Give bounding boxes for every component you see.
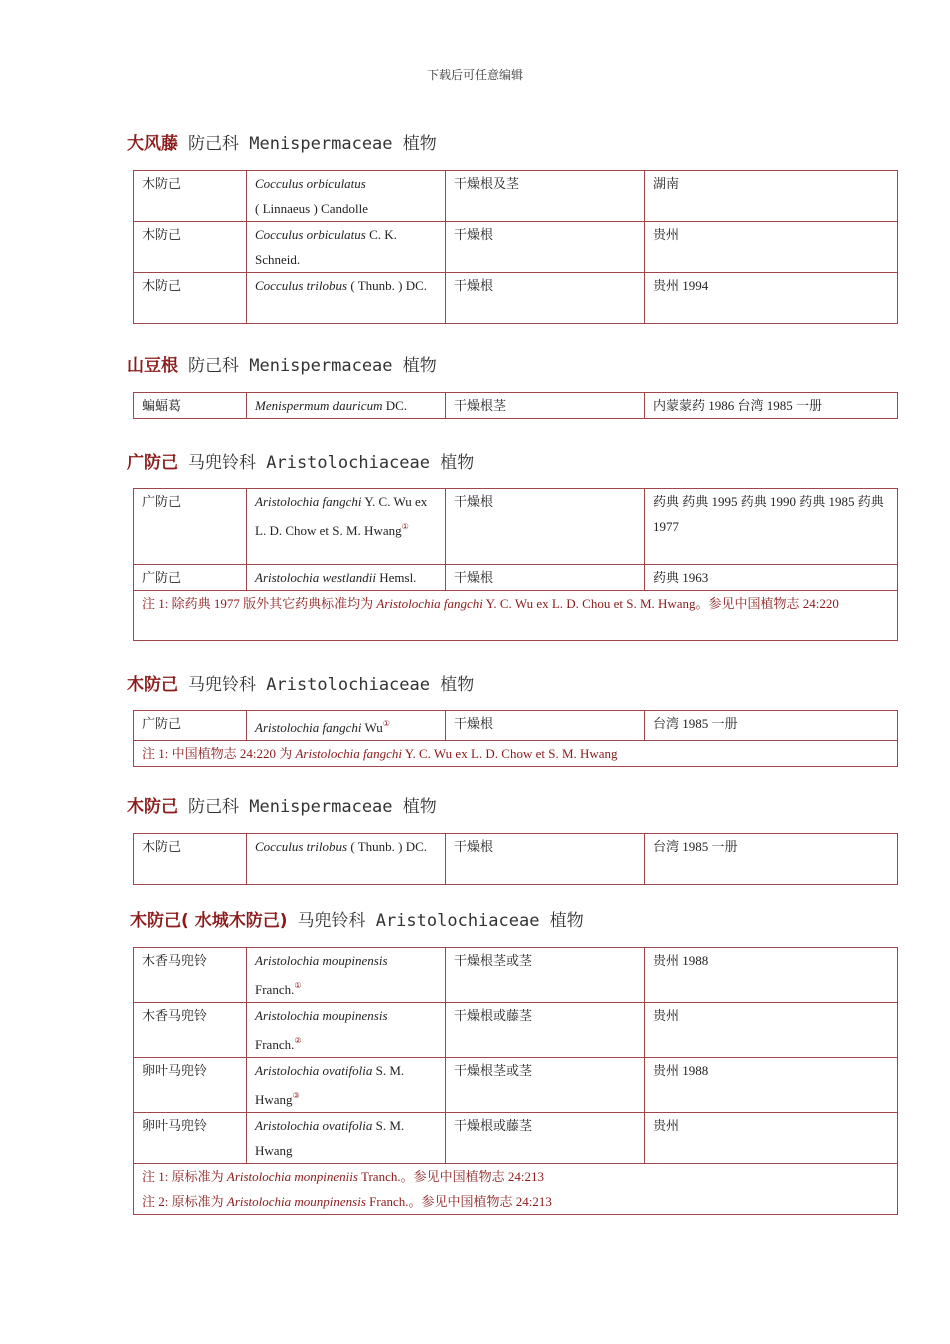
table-row: [134, 1113, 898, 1164]
common-name-cell: 卵叶马兜铃: [134, 1058, 247, 1113]
common-name-cell: 广防己: [134, 565, 247, 591]
species-author: Franch.: [255, 1037, 295, 1052]
source-cell: 贵州: [645, 222, 898, 273]
common-name-cell: 木香马兜铃: [134, 948, 247, 1003]
drug-name: 山豆根: [127, 356, 178, 376]
section-heading: [127, 131, 437, 157]
drug-name: 木防己: [127, 675, 178, 695]
part-cell: 干燥根: [446, 273, 645, 324]
source-cell: 药典 药典 1995 药典 1990 药典 1985 药典 1977: [645, 489, 898, 565]
note-text: Y. C. Wu ex L. D. Chou et S. M. Hwang。参见中国植物志 24:220: [482, 596, 839, 611]
table-row: [134, 222, 898, 273]
note-text: 注 1: 中国植物志 24:220 为: [142, 746, 296, 761]
species-cell: [247, 393, 446, 419]
species-author: Franch.: [255, 982, 295, 997]
species-cell: [247, 565, 446, 591]
table-row: [134, 393, 898, 419]
note-text: Tranch.。参见中国植物志 24:213: [357, 1169, 544, 1184]
table-row: [134, 273, 898, 324]
family-label: 马兜铃科 Aristolochiaceae 植物: [188, 675, 475, 695]
species-cell: [247, 1003, 446, 1058]
note-species: Aristolochia fangchi: [295, 746, 403, 761]
family-label: 防己科 Menispermaceae 植物: [188, 356, 437, 376]
note-text: 注 1: 原标准为: [142, 1169, 227, 1184]
species-author: ( Thunb. ) DC.: [350, 839, 428, 854]
table-row: [134, 489, 898, 565]
note-cell: [134, 741, 898, 767]
note-row: [134, 1164, 898, 1215]
part-cell: 干燥根茎或茎: [446, 1058, 645, 1113]
table-row: [134, 565, 898, 591]
table-row: [134, 171, 898, 222]
table-row: [134, 834, 898, 885]
section-heading: [127, 672, 474, 698]
common-name-cell: 广防己: [134, 489, 247, 565]
section-heading: [130, 908, 584, 934]
drug-name: 木防己: [127, 797, 178, 817]
common-name-cell: 木防己: [134, 171, 247, 222]
footnote-mark: ②: [294, 1036, 302, 1045]
species-author: DC.: [385, 398, 408, 413]
species-cell: [247, 489, 446, 565]
drug-table: [133, 488, 898, 641]
species-cell: [247, 222, 446, 273]
part-cell: 干燥根或藤茎: [446, 1003, 645, 1058]
source-cell: 贵州 1988: [645, 948, 898, 1003]
drug-table: [133, 170, 898, 324]
note-text: Y. C. Wu ex L. D. Chow et S. M. Hwang: [402, 746, 618, 761]
source-cell: 内蒙蒙药 1986 台湾 1985 一册: [645, 393, 898, 419]
note-species: Aristolochia fangchi: [376, 596, 483, 611]
section-heading: [127, 794, 437, 820]
species-name: Cocculus orbiculatus: [255, 227, 366, 242]
species-author: C. K. Schneid.: [255, 227, 397, 267]
drug-name: 木防己( 水城木防己): [130, 911, 288, 931]
species-cell: [247, 273, 446, 324]
note-text: 注 1: 除药典 1977 版外其它药典标准均为: [142, 596, 377, 611]
species-cell: [247, 834, 446, 885]
common-name-cell: 木防己: [134, 834, 247, 885]
species-name: Aristolochia moupinensis: [255, 1008, 388, 1023]
part-cell: 干燥根茎: [446, 393, 645, 419]
part-cell: 干燥根或藤茎: [446, 1113, 645, 1164]
source-cell: 湖南: [645, 171, 898, 222]
table-row: [134, 1003, 898, 1058]
species-name: Aristolochia fangchi: [255, 720, 362, 735]
part-cell: 干燥根: [446, 489, 645, 565]
species-name: Aristolochia ovatifolia: [255, 1118, 373, 1133]
common-name-cell: 木香马兜铃: [134, 1003, 247, 1058]
part-cell: 干燥根: [446, 222, 645, 273]
part-cell: 干燥根茎或茎: [446, 948, 645, 1003]
table-row: [134, 948, 898, 1003]
species-cell: [247, 948, 446, 1003]
footnote-mark: ①: [294, 981, 302, 990]
note-species: Aristolochia mounpinensis: [226, 1194, 366, 1209]
species-name: Aristolochia ovatifolia: [255, 1063, 373, 1078]
common-name-cell: 木防己: [134, 273, 247, 324]
drug-name: 大风藤: [127, 134, 178, 154]
species-name: Menispermum dauricum: [255, 398, 383, 413]
drug-table: [133, 947, 898, 1215]
source-cell: 台湾 1985 一册: [645, 834, 898, 885]
source-cell: 贵州 1994: [645, 273, 898, 324]
source-cell: 贵州: [645, 1113, 898, 1164]
species-cell: [247, 711, 446, 741]
common-name-cell: 木防己: [134, 222, 247, 273]
section-heading: [127, 353, 437, 379]
family-label: 防己科 Menispermaceae 植物: [188, 134, 437, 154]
species-author: Hemsl.: [379, 570, 417, 585]
common-name-cell: 广防己: [134, 711, 247, 741]
species-name: Cocculus orbiculatus: [255, 176, 366, 191]
table-row: [134, 711, 898, 741]
species-name: Cocculus trilobus: [255, 839, 348, 854]
source-cell: 贵州: [645, 1003, 898, 1058]
note-species: Aristolochia monpineniis: [226, 1169, 358, 1184]
part-cell: 干燥根: [446, 565, 645, 591]
drug-name: 广防己: [127, 453, 178, 473]
footnote-mark: ①: [382, 719, 390, 728]
page-header: 下载后可任意编辑: [426, 68, 523, 82]
common-name-cell: 蝙蝠葛: [134, 393, 247, 419]
drug-table: [133, 833, 898, 885]
table-row: [134, 1058, 898, 1113]
family-label: 防己科 Menispermaceae 植物: [188, 797, 437, 817]
family-label: 马兜铃科 Aristolochiaceae 植物: [297, 911, 584, 931]
part-cell: 干燥根及茎: [446, 171, 645, 222]
note-row: [134, 591, 898, 641]
note-cell: [134, 591, 898, 641]
species-author: S. M. Hwang: [255, 1063, 405, 1107]
species-name: Aristolochia moupinensis: [255, 953, 388, 968]
note-cell: [134, 1164, 898, 1215]
common-name-cell: 卵叶马兜铃: [134, 1113, 247, 1164]
source-cell: 台湾 1985 一册: [645, 711, 898, 741]
species-name: Cocculus trilobus: [255, 278, 348, 293]
part-cell: 干燥根: [446, 711, 645, 741]
species-cell: [247, 1058, 446, 1113]
species-cell: [247, 171, 446, 222]
note-text: 注 2: 原标准为: [142, 1194, 227, 1209]
footnote-mark: ③: [292, 1091, 300, 1100]
drug-table: [133, 392, 898, 419]
source-cell: 药典 1963: [645, 565, 898, 591]
drug-table: [133, 710, 898, 767]
note-line: [142, 1164, 889, 1189]
part-cell: 干燥根: [446, 834, 645, 885]
family-label: 马兜铃科 Aristolochiaceae 植物: [188, 453, 475, 473]
source-cell: 贵州 1988: [645, 1058, 898, 1113]
species-cell: [247, 1113, 446, 1164]
species-name: Aristolochia westlandii: [255, 570, 376, 585]
species-author: Wu: [364, 720, 383, 735]
species-name: Aristolochia fangchi: [255, 494, 362, 509]
note-row: [134, 741, 898, 767]
footnote-mark: ①: [401, 522, 409, 531]
species-author: Y. C. Wu ex L. D. Chow et S. M. Hwang: [255, 494, 428, 538]
species-author: ( Linnaeus ) Candolle: [255, 201, 368, 216]
section-heading: [127, 450, 474, 476]
note-line: [142, 1189, 889, 1214]
note-text: Franch.。参见中国植物志 24:213: [365, 1194, 552, 1209]
species-author: S. M. Hwang: [255, 1118, 405, 1158]
species-author: ( Thunb. ) DC.: [350, 278, 428, 293]
